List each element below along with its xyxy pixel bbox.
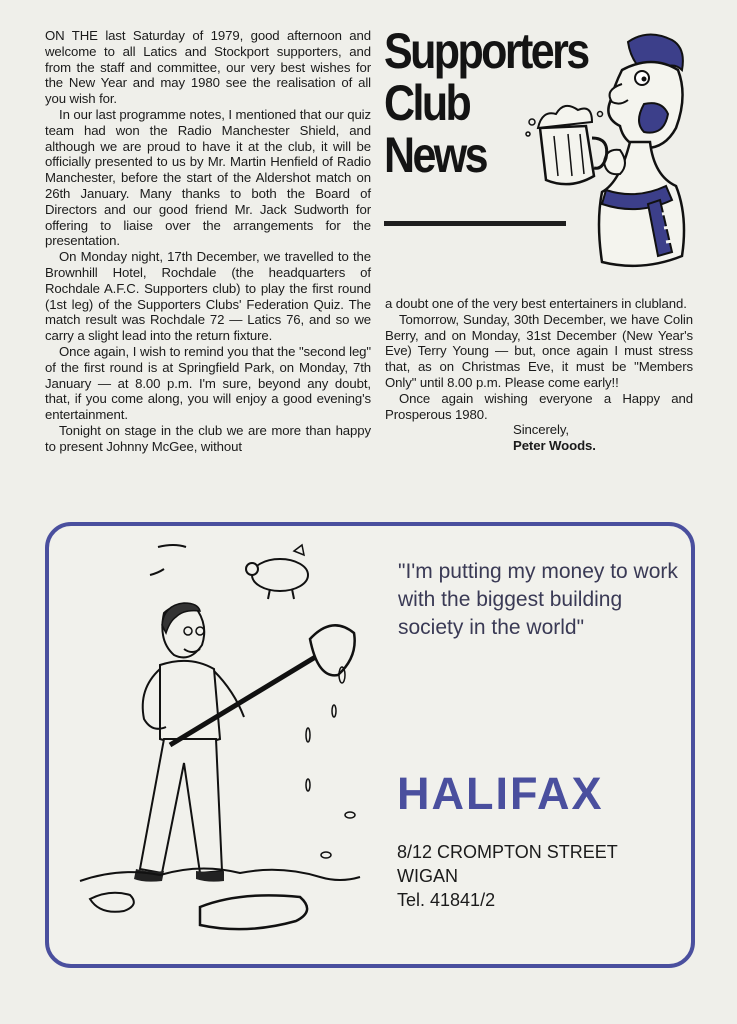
supporters-club-news-masthead: [380, 23, 710, 266]
signature: Peter Woods.: [513, 438, 596, 454]
article-paragraph: ON THE last Saturday of 1979, good afternoon and welcome to all Latics and Stockport supporters, and from the staff and committee, our very best wishes for the New Year and may 1980 see the realisation of all you wish for.: [45, 28, 371, 107]
article-paragraph: Once again, I wish to remind you that the "second leg" of the first round is at Springfield Park, on Monday, 7th January — at 8.00 p.m. I'm sure, beyond any doubt, that, if you come along, you will enjoy a good evening's entertainment.: [45, 343, 371, 423]
masthead-line-news: News: [384, 127, 487, 183]
address-town: WIGAN: [397, 866, 458, 886]
piggy-bank-icon: [246, 545, 308, 599]
fan-with-beer-mug-illustration: [510, 30, 710, 270]
article-paragraph: Tomorrow, Sunday, 30th December, we have Colin Berry, and on Monday, 31st December (New Year's Eve) Terry Young — but, once again I must stress that, as on Christmas Eve, it must be "Members Only" until 8.00 p.m. Please come early!!: [385, 311, 693, 390]
masthead-line-supporters: Supporters: [384, 23, 588, 79]
article-paragraph: On Monday night, 17th December, we travelled to the Brownhill Hotel, Rochdale (the headquarters of Rochdale A.F.C. Supporters club) to play the first round (1st leg) of the Supporters Clubs' Federation Quiz. The match result was Rochdale 72 — Latics 76, and so we carry a slight lead into the return fixture.: [45, 249, 371, 344]
article-paragraph: a doubt one of the very best entertainers in clubland.: [385, 296, 687, 311]
closing-text: Sincerely,: [513, 422, 569, 438]
article-paragraph: Tonight on stage in the club we are more than happy to present Johnny McGee, without: [45, 422, 371, 454]
masthead-line-club: Club: [384, 75, 470, 131]
article-paragraph: Once again wishing everyone a Happy and Prosperous 1980.: [385, 390, 693, 422]
article-left-column: [45, 28, 371, 455]
advert-address: [397, 840, 618, 912]
address-street: 8/12 CROMPTON STREET: [397, 842, 618, 862]
advert-quote: "I'm putting my money to work with the biggest building society in the world": [398, 560, 678, 639]
halifax-brand-logo: HALIFAX: [397, 768, 604, 819]
article-right-column: [385, 296, 693, 454]
man-shovelling-money-illustration: [60, 535, 380, 935]
address-phone: Tel. 41841/2: [397, 890, 496, 910]
article-paragraph: In our last programme notes, I mentioned that our quiz team had won the Radio Manchester Shield, and although we are proud to have it at the club, it will be officially presented to us by Mr. Martin Henfield of Radio Manchester, before the start of the Aldershot match on 26th January. Many thanks to both the Board of Directors and our good friend Mr. Jack Sudworth for offering to liaise over the arrangements for the presentation.: [45, 106, 372, 249]
